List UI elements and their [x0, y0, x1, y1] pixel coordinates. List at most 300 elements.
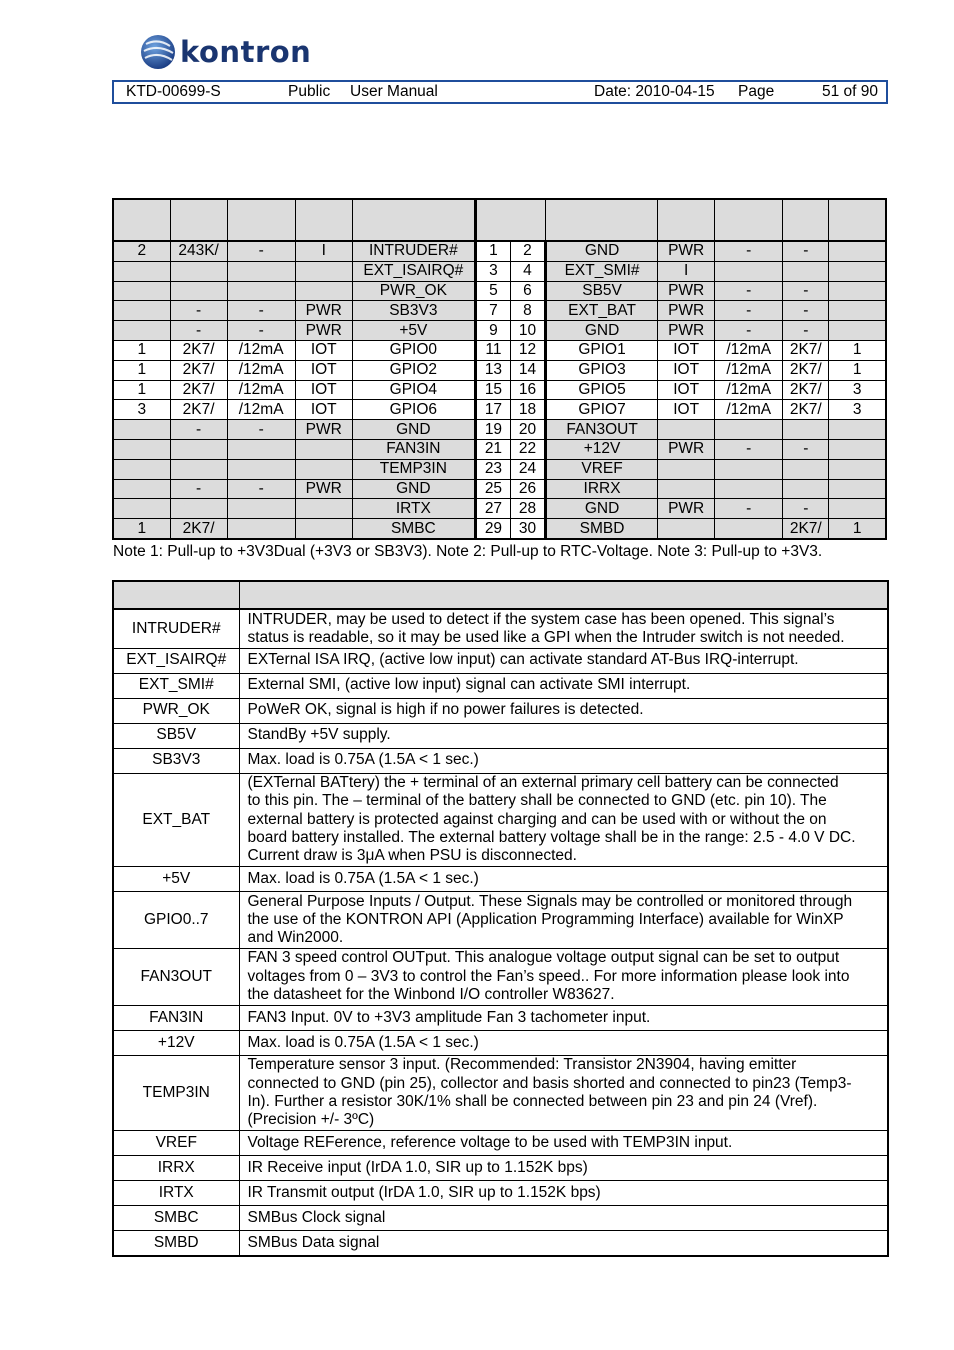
description-line: FAN3 Input. 0V to +3V3 amplitude Fan 3 tachometer input.: [247, 1008, 651, 1026]
pin-attr-cell: -: [227, 241, 295, 261]
pin-number-cell: 24: [510, 459, 545, 479]
pin-attr-cell: PWR: [658, 241, 715, 261]
pin-attr-cell: -: [170, 420, 227, 440]
signal-description: [239, 1231, 888, 1257]
pin-attr-cell: [113, 459, 170, 479]
pull-up-note: Note 1: Pull-up to +3V3Dual (+3V3 or SB3V3). Note 2: Pull-up to RTC-Voltage. Note 3: Pull-up to +3V3.: [113, 543, 823, 560]
signal-description: [239, 1156, 888, 1181]
pin-attr-cell: [227, 519, 295, 539]
pin-number-cell: 20: [510, 420, 545, 440]
pin-attr-cell: PWR: [658, 301, 715, 321]
page-number: 51 of 90: [821, 83, 878, 100]
pin-attr-cell: I: [658, 261, 715, 281]
signal-name-cell: IRRX: [545, 479, 657, 499]
signal-row: [113, 867, 888, 892]
signal-description: [239, 673, 888, 698]
description-line: In). Further a resistor 30K/1% shall be connected between pin 23 and pin 24 (Vref).: [247, 1092, 818, 1110]
pin-number-cell: 4: [510, 261, 545, 281]
description-line: Max. load is 0.75A (1.5A < 1 sec.): [247, 1033, 479, 1051]
pin-attr-cell: [715, 479, 783, 499]
pin-attr-cell: [170, 459, 227, 479]
pin-attr-cell: IOT: [295, 340, 352, 360]
pin-attr-cell: -: [783, 499, 829, 519]
pin-number-cell: 1: [475, 241, 510, 261]
pin-attr-cell: [227, 261, 295, 281]
signal-name-cell: GND: [545, 321, 657, 341]
pin-attr-cell: [829, 459, 886, 479]
signal-description-table: [112, 580, 889, 1257]
description-line: board battery installed. The external battery voltage shall be in the range: 2.5 - 4.0 V DC.: [247, 828, 856, 846]
pin-attr-cell: [295, 439, 352, 459]
signal-description: [239, 773, 888, 867]
pin-number-cell: 2: [510, 241, 545, 261]
signal-table-header-row: [113, 581, 888, 609]
description-line: SMBus Data signal: [247, 1233, 380, 1251]
pin-attr-cell: [715, 459, 783, 479]
description-line: the datasheet for the Winbond I/O controller W83627.: [247, 986, 615, 1004]
pin-attr-cell: [113, 479, 170, 499]
pin-number-cell: 26: [510, 479, 545, 499]
pin-attr-cell: [783, 420, 829, 440]
pin-attr-cell: -: [227, 420, 295, 440]
pin-table-row: [113, 360, 886, 380]
pin-attr-cell: PWR: [295, 420, 352, 440]
pin-number-cell: 14: [510, 360, 545, 380]
pin-attr-cell: -: [715, 301, 783, 321]
description-line: FAN 3 speed control OUTput. This analogue voltage output signal can be set to output: [247, 949, 840, 967]
signal-name-cell: GND: [352, 479, 475, 499]
pin-number-cell: 5: [475, 281, 510, 301]
pin-attr-cell: [829, 261, 886, 281]
globe-logo-icon: [140, 34, 176, 70]
pin-number-cell: 18: [510, 400, 545, 420]
description-line: the use of the KONTRON API (Application Programming Interface) available for WinXP: [247, 910, 844, 928]
pin-number-cell: 16: [510, 380, 545, 400]
pin-attr-cell: [295, 261, 352, 281]
signal-name-cell: SB5V: [545, 281, 657, 301]
pin-assignment-table: [112, 198, 887, 540]
signal-row: [113, 948, 888, 1005]
signal-name-cell: GPIO0: [352, 340, 475, 360]
pin-attr-cell: 1: [113, 360, 170, 380]
pin-attr-cell: 2K7/: [783, 519, 829, 539]
signal-row: [113, 1156, 888, 1181]
description-line: Max. load is 0.75A (1.5A < 1 sec.): [247, 869, 479, 887]
pin-attr-cell: IOT: [658, 340, 715, 360]
signal-name-cell: +12V: [545, 439, 657, 459]
pin-attr-cell: /12mA: [227, 340, 295, 360]
pin-attr-cell: [170, 499, 227, 519]
pin-number-cell: 11: [475, 340, 510, 360]
pin-number-cell: 10: [510, 321, 545, 341]
signal-name-cell: GPIO3: [545, 360, 657, 380]
description-line: INTRUDER, may be used to detect if the system case has been opened. This signal’s: [247, 610, 835, 628]
pin-attr-cell: [113, 321, 170, 341]
pin-attr-cell: I: [295, 241, 352, 261]
signal-row: [113, 1005, 888, 1030]
signal-name-cell: PWR_OK: [352, 281, 475, 301]
pin-attr-cell: [170, 261, 227, 281]
pin-attr-cell: IOT: [658, 380, 715, 400]
header-cell: [545, 199, 657, 241]
pin-attr-cell: 2K7/: [783, 400, 829, 420]
signal-name-cell: SB3V3: [352, 301, 475, 321]
page-label: Page: [738, 83, 775, 100]
description-line: IR Transmit output (IrDA 1.0, SIR up to 1.152K bps): [247, 1183, 601, 1201]
signal-row: [113, 609, 888, 648]
pin-table-row: [113, 340, 886, 360]
pin-number-cell: 23: [475, 459, 510, 479]
pin-attr-cell: IOT: [295, 380, 352, 400]
pin-table-row: [113, 241, 886, 261]
pin-number-cell: 21: [475, 439, 510, 459]
pin-number-cell: 27: [475, 499, 510, 519]
signal-name-cell: GPIO5: [545, 380, 657, 400]
signal-description: [239, 948, 888, 1005]
pin-attr-cell: -: [227, 479, 295, 499]
pin-number-cell: 19: [475, 420, 510, 440]
pin-attr-cell: -: [783, 439, 829, 459]
pin-attr-cell: 1: [829, 340, 886, 360]
pin-attr-cell: IOT: [658, 360, 715, 380]
pin-attr-cell: 2K7/: [170, 380, 227, 400]
pin-attr-cell: [295, 519, 352, 539]
pin-attr-cell: [170, 439, 227, 459]
pin-attr-cell: -: [227, 301, 295, 321]
pin-attr-cell: [113, 301, 170, 321]
signal-description: [239, 1131, 888, 1156]
signal-name-cell: SMBD: [545, 519, 657, 539]
signal-name-cell: FAN3OUT: [545, 420, 657, 440]
pin-attr-cell: -: [715, 499, 783, 519]
header-cell: [295, 199, 352, 241]
pin-table-row: [113, 261, 886, 281]
signal-name: SMBD: [113, 1231, 239, 1257]
signal-name: IRRX: [113, 1156, 239, 1181]
description-line: to this pin. The – terminal of the battery shall be connected to GND (etc. pin 10). The: [247, 792, 827, 810]
pin-attr-cell: -: [715, 321, 783, 341]
signal-name-cell: EXT_SMI#: [545, 261, 657, 281]
signal-row: [113, 1030, 888, 1055]
pin-attr-cell: PWR: [295, 301, 352, 321]
pin-attr-cell: PWR: [658, 321, 715, 341]
signal-name-cell: FAN3IN: [352, 439, 475, 459]
pin-attr-cell: 2K7/: [170, 340, 227, 360]
signal-name-cell: VREF: [545, 459, 657, 479]
pin-attr-cell: 1: [829, 519, 886, 539]
signal-description: [239, 723, 888, 748]
signal-row: [113, 1055, 888, 1130]
pin-attr-cell: [829, 301, 886, 321]
signal-name-cell: GND: [545, 499, 657, 519]
signal-name-cell: EXT_ISAIRQ#: [352, 261, 475, 281]
pin-attr-cell: 2K7/: [783, 340, 829, 360]
pin-number-cell: 7: [475, 301, 510, 321]
pin-attr-cell: 3: [829, 380, 886, 400]
pin-attr-cell: /12mA: [715, 340, 783, 360]
signal-name-cell: INTRUDER#: [352, 241, 475, 261]
pin-table-row: [113, 439, 886, 459]
pin-number-cell: 9: [475, 321, 510, 341]
signal-row: [113, 773, 888, 867]
signal-name-cell: GND: [545, 241, 657, 261]
signal-name: EXT_ISAIRQ#: [113, 648, 239, 673]
pin-table-row: [113, 281, 886, 301]
description-line: PoWeR OK, signal is high if no power failures is detected.: [247, 701, 644, 719]
pin-table-row: [113, 301, 886, 321]
signal-description: [239, 698, 888, 723]
pin-attr-cell: 3: [829, 400, 886, 420]
description-line: SMBus Clock signal: [247, 1208, 386, 1226]
signal-name-cell: IRTX: [352, 499, 475, 519]
signal-name: VREF: [113, 1131, 239, 1156]
kontron-logo: [140, 33, 311, 71]
pin-attr-cell: -: [715, 241, 783, 261]
header-cell: [170, 199, 227, 241]
document-header: [112, 80, 888, 104]
pin-attr-cell: 2K7/: [783, 360, 829, 380]
pin-attr-cell: [113, 499, 170, 519]
pin-attr-cell: [227, 281, 295, 301]
pin-number-cell: 22: [510, 439, 545, 459]
signal-name: GPIO0..7: [113, 892, 239, 949]
pin-attr-cell: IOT: [295, 360, 352, 380]
description-line: Current draw is 3μA when PSU is disconnected.: [247, 847, 577, 865]
pin-table-row: [113, 420, 886, 440]
signal-name: +5V: [113, 867, 239, 892]
pin-attr-cell: 1: [113, 340, 170, 360]
description-line: EXTernal ISA IRQ, (active low input) can activate standard AT-Bus IRQ-interrupt.: [247, 651, 799, 669]
pin-attr-cell: 2K7/: [170, 360, 227, 380]
pin-attr-cell: [783, 459, 829, 479]
description-line: and Win2000.: [247, 929, 344, 947]
signal-row: [113, 1206, 888, 1231]
header-cell: [113, 199, 170, 241]
pin-attr-cell: IOT: [295, 400, 352, 420]
header-cell: [113, 581, 239, 609]
pin-attr-cell: /12mA: [227, 360, 295, 380]
pin-attr-cell: [829, 499, 886, 519]
pin-attr-cell: -: [783, 281, 829, 301]
pin-attr-cell: PWR: [658, 439, 715, 459]
pin-attr-cell: -: [170, 321, 227, 341]
pin-table-row: [113, 519, 886, 539]
pin-attr-cell: [658, 479, 715, 499]
doc-visibility: Public: [288, 83, 331, 100]
pin-attr-cell: [113, 281, 170, 301]
signal-name-cell: TEMP3IN: [352, 459, 475, 479]
pin-attr-cell: [829, 439, 886, 459]
pin-attr-cell: 2K7/: [783, 380, 829, 400]
pin-table-row: [113, 380, 886, 400]
signal-name-cell: GND: [352, 420, 475, 440]
doc-type: User Manual: [350, 83, 438, 100]
pin-number-cell: 30: [510, 519, 545, 539]
pin-attr-cell: [295, 499, 352, 519]
pin-attr-cell: [715, 420, 783, 440]
signal-description: [239, 892, 888, 949]
signal-name-cell: GPIO2: [352, 360, 475, 380]
signal-name: EXT_BAT: [113, 773, 239, 867]
signal-row: [113, 892, 888, 949]
signal-name-cell: GPIO1: [545, 340, 657, 360]
pin-attr-cell: /12mA: [227, 400, 295, 420]
pin-attr-cell: [715, 519, 783, 539]
header-cell: [352, 199, 475, 241]
pin-attr-cell: -: [170, 479, 227, 499]
pin-attr-cell: [658, 459, 715, 479]
description-line: Voltage REFerence, reference voltage to be used with TEMP3IN input.: [247, 1133, 733, 1151]
signal-name: PWR_OK: [113, 698, 239, 723]
pin-number-cell: 13: [475, 360, 510, 380]
pin-attr-cell: 2: [113, 241, 170, 261]
signal-row: [113, 1231, 888, 1257]
header-cell: [658, 199, 715, 241]
pin-attr-cell: [658, 420, 715, 440]
pin-number-cell: 15: [475, 380, 510, 400]
signal-name-cell: GPIO4: [352, 380, 475, 400]
pin-number-cell: 6: [510, 281, 545, 301]
signal-description: [239, 1206, 888, 1231]
pin-attr-cell: -: [783, 301, 829, 321]
pin-attr-cell: 1: [113, 380, 170, 400]
pin-attr-cell: /12mA: [715, 380, 783, 400]
pin-attr-cell: [829, 479, 886, 499]
signal-name: INTRUDER#: [113, 609, 239, 648]
pin-attr-cell: /12mA: [715, 400, 783, 420]
signal-name-cell: +5V: [352, 321, 475, 341]
doc-id: KTD-00699-S: [126, 83, 221, 100]
signal-name-cell: GPIO7: [545, 400, 657, 420]
pin-attr-cell: -: [715, 439, 783, 459]
signal-description: [239, 748, 888, 773]
pin-attr-cell: [783, 261, 829, 281]
pin-attr-cell: 243K/: [170, 241, 227, 261]
header-cell: [829, 199, 886, 241]
pin-attr-cell: -: [783, 321, 829, 341]
signal-name: SB5V: [113, 723, 239, 748]
pin-table-header-row: [113, 199, 886, 241]
signal-name: FAN3OUT: [113, 948, 239, 1005]
pin-attr-cell: PWR: [295, 479, 352, 499]
pin-attr-cell: 2K7/: [170, 519, 227, 539]
pin-attr-cell: [829, 241, 886, 261]
signal-description: [239, 1005, 888, 1030]
pin-attr-cell: [227, 439, 295, 459]
signal-name: +12V: [113, 1030, 239, 1055]
signal-description: [239, 648, 888, 673]
pin-attr-cell: [113, 439, 170, 459]
pin-attr-cell: [227, 499, 295, 519]
signal-name-cell: GPIO6: [352, 400, 475, 420]
pin-attr-cell: 2K7/: [170, 400, 227, 420]
pin-attr-cell: [227, 459, 295, 479]
pin-table-row: [113, 321, 886, 341]
pin-attr-cell: PWR: [658, 499, 715, 519]
logo-wordmark: kontron: [180, 35, 312, 69]
signal-name: EXT_SMI#: [113, 673, 239, 698]
description-line: IR Receive input (IrDA 1.0, SIR up to 1.152K bps): [247, 1158, 588, 1176]
signal-row: [113, 1181, 888, 1206]
pin-table-row: [113, 400, 886, 420]
signal-row: [113, 673, 888, 698]
doc-date: Date: 2010-04-15: [594, 83, 715, 100]
pin-attr-cell: [829, 420, 886, 440]
description-line: (EXTernal BATtery) the + terminal of an external primary cell battery can be connected: [247, 774, 839, 792]
header-cell: [475, 199, 545, 241]
description-line: external battery is protected against charging and can be used with or without the on: [247, 810, 827, 828]
signal-description: [239, 1055, 888, 1130]
description-line: Temperature sensor 3 input. (Recommended: Transistor 2N3904, having emitter: [247, 1056, 797, 1074]
description-line: status is readable, so it may be used like a GPI when the Intruder switch is not needed.: [247, 628, 845, 646]
header-cell: [227, 199, 295, 241]
pin-number-cell: 12: [510, 340, 545, 360]
signal-name: TEMP3IN: [113, 1055, 239, 1130]
signal-name-cell: SMBC: [352, 519, 475, 539]
pin-attr-cell: [295, 459, 352, 479]
pin-attr-cell: 1: [829, 360, 886, 380]
pin-attr-cell: -: [227, 321, 295, 341]
signal-description: [239, 867, 888, 892]
pin-attr-cell: [715, 261, 783, 281]
pin-attr-cell: [829, 321, 886, 341]
signal-name: FAN3IN: [113, 1005, 239, 1030]
pin-attr-cell: [113, 261, 170, 281]
description-line: StandBy +5V supply.: [247, 726, 391, 744]
signal-row: [113, 648, 888, 673]
pin-attr-cell: -: [170, 301, 227, 321]
description-line: External SMI, (active low input) signal can activate SMI interrupt.: [247, 676, 691, 694]
signal-row: [113, 748, 888, 773]
description-line: voltages from 0 – 3V3 to control the Fan’s speed.. For more information please look into: [247, 967, 850, 985]
pin-table-row: [113, 479, 886, 499]
header-cell: [783, 199, 829, 241]
pin-attr-cell: -: [783, 241, 829, 261]
pin-attr-cell: /12mA: [227, 380, 295, 400]
pin-attr-cell: [295, 281, 352, 301]
header-cell: [715, 199, 783, 241]
pin-attr-cell: [113, 420, 170, 440]
signal-name: IRTX: [113, 1181, 239, 1206]
pin-attr-cell: IOT: [658, 400, 715, 420]
pin-number-cell: 28: [510, 499, 545, 519]
pin-attr-cell: [829, 281, 886, 301]
description-line: (Precision +/- 3ºC): [247, 1111, 375, 1129]
pin-table-row: [113, 499, 886, 519]
signal-description: [239, 1030, 888, 1055]
pin-attr-cell: [783, 479, 829, 499]
signal-description: [239, 609, 888, 648]
pin-attr-cell: PWR: [658, 281, 715, 301]
header-cell: [239, 581, 888, 609]
pin-attr-cell: [170, 281, 227, 301]
signal-row: [113, 698, 888, 723]
pin-table-row: [113, 459, 886, 479]
pin-attr-cell: /12mA: [715, 360, 783, 380]
pin-number-cell: 25: [475, 479, 510, 499]
signal-name: SMBC: [113, 1206, 239, 1231]
signal-name: SB3V3: [113, 748, 239, 773]
pin-attr-cell: PWR: [295, 321, 352, 341]
pin-attr-cell: 1: [113, 519, 170, 539]
pin-number-cell: 8: [510, 301, 545, 321]
description-line: Max. load is 0.75A (1.5A < 1 sec.): [247, 751, 479, 769]
description-line: connected to GND (pin 25), collector and basis shorted and connected to pin23 (Temp3-: [247, 1074, 852, 1092]
pin-attr-cell: 3: [113, 400, 170, 420]
description-line: General Purpose Inputs / Output. These Signals may be controlled or monitored through: [247, 892, 853, 910]
pin-number-cell: 17: [475, 400, 510, 420]
signal-name-cell: EXT_BAT: [545, 301, 657, 321]
